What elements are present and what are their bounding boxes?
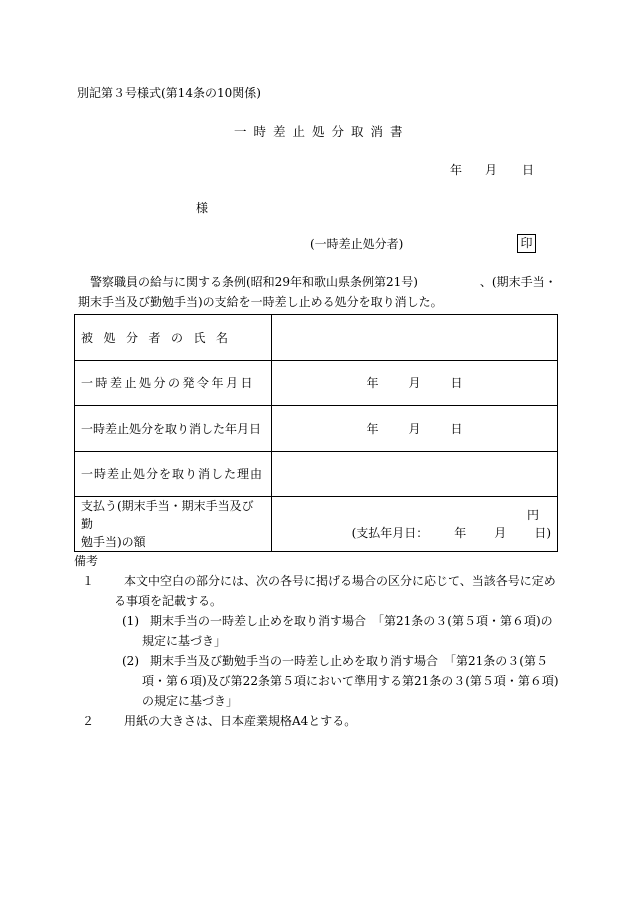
note-item-1-number: １ [82,574,95,588]
info-table [74,314,558,552]
note-sub-1 [97,611,564,651]
addressee-suffix: 様 [196,201,209,215]
date-day-label: 日 [522,163,535,177]
month-label: 月 [408,376,421,391]
body-line2: 期末手当及び勤勉手当)の支給を一時差し止める処分を取り消した。 [78,295,443,309]
cancellation-date-label: 一時差止処分を取り消した年月日 [75,406,272,452]
notes-section [74,551,564,731]
payment-amount-label [75,497,272,552]
note-sub-2-text: 期末手当及び勤勉手当の一時差し止めを取り消す場合 「第21条の３(第５項・第６項)及び第22条第５項において準用する第21条の３(第５項・第６項)の規定に基づき」 [142,654,559,708]
month-label: 月 [494,526,507,540]
recipient-name-label: 被処分者の氏名 [75,315,272,361]
body-line1-part2: 、(期末手当・ [479,275,557,289]
table-row [75,497,558,552]
issuer-label: (一時差止処分者) [310,237,404,251]
table-row [75,406,558,452]
recipient-name-field[interactable] [272,315,558,361]
cancellation-reason-label: 一時差止処分を取り消した理由 [75,451,272,497]
year-label: 年 [366,376,379,391]
suspension-order-date-label: 一時差止処分の発令年月日 [75,360,272,406]
date-year-label: 年 [450,163,463,177]
cancellation-date-field[interactable] [272,406,558,452]
day-label: 日) [534,526,551,540]
note-item-1 [74,571,564,611]
date-month-label: 月 [485,163,498,177]
year-label: 年 [454,526,467,540]
table-row [75,451,558,497]
payment-amount-label-line1: 支払う(期末手当・期末手当及び勤 [81,499,254,531]
note-item-2-text: 用紙の大きさは、日本産業規格A4とする。 [124,714,357,728]
cancellation-reason-field[interactable] [272,451,558,497]
note-item-2-number: ２ [82,714,95,728]
seal-mark: 印 [517,234,536,253]
note-sub-2 [97,651,564,711]
yen-label: 円 [526,508,539,522]
form-label: 別記第３号様式(第14条の10関係) [77,86,261,100]
note-item-2 [74,711,564,731]
notes-heading: 備考 [74,554,99,568]
payment-date-label: (支払年月日： [351,526,429,540]
table-row [75,315,558,361]
note-item-1-text: 本文中空白の部分には、次の各号に掲げる場合の区分に応じて、当該各号に定める事項を記載する。 [114,574,556,608]
body-text [78,272,558,312]
note-sub-1-text: 期末手当の一時差し止めを取り消す場合 「第21条の３(第５項・第６項)の規定に基づき」 [142,614,553,648]
payment-amount-field[interactable] [272,497,558,552]
note-sub-2-number: (2) [122,654,139,668]
payment-amount-label-line2: 勉手当)の額 [81,535,146,549]
body-line1-part1: 警察職員の給与に関する条例(昭和29年和歌山県条例第21号) [90,275,418,289]
day-label: 日 [450,376,463,391]
table-row [75,360,558,406]
day-label: 日 [450,421,463,436]
suspension-order-date-field[interactable] [272,360,558,406]
note-sub-1-number: (1) [122,614,139,628]
document-title: 一時差止処分取消書 [234,124,410,139]
month-label: 月 [408,421,421,436]
year-label: 年 [366,421,379,436]
